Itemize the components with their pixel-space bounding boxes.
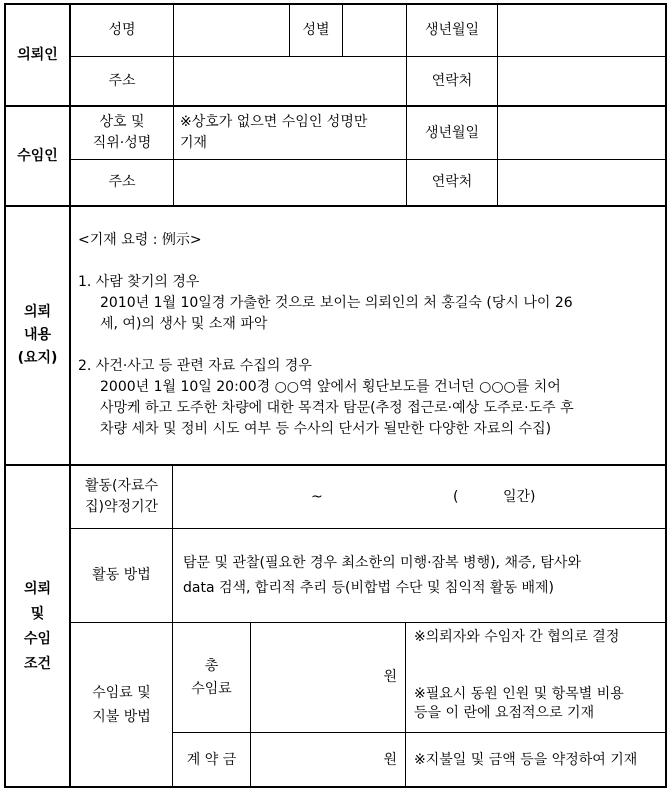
agent-trade-label bbox=[71, 107, 173, 159]
method-label: 활동 방법 bbox=[92, 567, 151, 583]
request-item1-title: 1. 사람 찾기의 경우 bbox=[78, 274, 200, 290]
request-item2-line3: 차량 세차 및 정비 시도 여부 등 수사의 단서가 될만한 다양한 자료의 수집) bbox=[100, 421, 552, 437]
total-fee-unit: 원 bbox=[383, 669, 397, 685]
client-address-label: 주소 bbox=[108, 72, 136, 89]
period-label bbox=[71, 466, 172, 528]
conditions-header-line1: 의뢰 bbox=[23, 580, 52, 597]
method-line2: data 검색, 합리적 추리 등(비합법 수단 및 침익적 활동 배제) bbox=[183, 579, 554, 596]
client-address-field[interactable] bbox=[174, 57, 406, 105]
fee-note-2a: ※필요시 동원 인원 및 항목별 비용 bbox=[414, 686, 624, 702]
method-line1: 탐문 및 관찰(필요한 경우 최소한의 미행·잠복 병행), 채증, 탐사와 bbox=[183, 554, 581, 571]
agent-section-header: 수임인 bbox=[17, 147, 58, 164]
request-item1-line2: 세, 여)의 생사 및 소재 파악 bbox=[100, 316, 268, 332]
agent-trade-field[interactable] bbox=[174, 107, 406, 159]
deposit-label: 계 약 금 bbox=[186, 751, 237, 768]
client-birth-label: 생년월일 bbox=[424, 22, 480, 38]
fee-label-line1: 수임료 및 bbox=[92, 685, 151, 701]
agent-address-field[interactable] bbox=[174, 160, 406, 205]
client-birth-field[interactable] bbox=[498, 5, 665, 56]
request-section-header bbox=[6, 207, 69, 464]
fee-label-line2: 지불 방법 bbox=[92, 709, 151, 725]
agent-trade-label-line2: 직위·성명 bbox=[92, 135, 152, 151]
request-section-header-line1: 의뢰 bbox=[23, 304, 52, 320]
request-section-header-line2: 내용 bbox=[23, 327, 52, 343]
period-tilde: ~ bbox=[311, 488, 323, 505]
client-name-label: 성명 bbox=[108, 22, 136, 38]
request-item2-line1: 2000년 1월 10일 20:00경 ○○역 앞에서 횡단보도를 건너던 ○○○를 치어 bbox=[100, 379, 561, 395]
agent-contact-field[interactable] bbox=[498, 160, 665, 205]
client-gender-field[interactable] bbox=[343, 5, 406, 56]
request-content[interactable] bbox=[78, 230, 662, 440]
agent-birth-field[interactable] bbox=[498, 107, 665, 159]
request-section-header-line3: (요지) bbox=[17, 350, 58, 366]
fee-note-1: ※의뢰자와 수임자 간 협의로 결정 bbox=[414, 629, 620, 645]
deposit-field[interactable] bbox=[251, 733, 405, 787]
deposit-note: ※지불일 및 금액 등을 약정하여 기재 bbox=[414, 751, 638, 768]
total-fee-label-line2: 수임료 bbox=[191, 680, 232, 697]
conditions-header-line2: 및 bbox=[30, 605, 45, 622]
request-item2-title: 2. 사건·사고 등 관련 자료 수집의 경우 bbox=[78, 358, 312, 374]
method-field[interactable] bbox=[173, 529, 665, 622]
client-contact-label: 연락처 bbox=[431, 72, 473, 89]
total-fee-label-line1: 총 bbox=[204, 657, 219, 674]
fee-label bbox=[71, 623, 172, 787]
request-item1-line1: 2010년 1월 10일경 가출한 것으로 보이는 의뢰인의 처 홍길숙 (당시 나이 26 bbox=[100, 295, 573, 311]
request-item2-line2: 사망케 하고 도주한 차량에 대한 목격자 탐문(추정 접근로·예상 도주로·도주 후 bbox=[100, 400, 574, 416]
agent-trade-label-line1: 상호 및 bbox=[99, 114, 145, 130]
agent-contact-label: 연락처 bbox=[431, 174, 473, 190]
total-fee-label bbox=[173, 623, 250, 732]
conditions-header-line4: 조건 bbox=[23, 655, 52, 672]
client-gender-label: 성별 bbox=[302, 22, 330, 38]
period-label-line2: 집)약정기간 bbox=[84, 499, 159, 515]
period-label-line1: 활동(자료수 bbox=[84, 478, 159, 494]
deposit-unit: 원 bbox=[383, 751, 397, 768]
fee-note-2b: 등을 이 란에 요점적으로 기재 bbox=[414, 705, 595, 721]
conditions-header-line3: 수임 bbox=[23, 630, 52, 647]
total-fee-field[interactable] bbox=[251, 623, 405, 732]
agent-address-label: 주소 bbox=[108, 174, 136, 190]
divider-agent-request bbox=[5, 205, 666, 207]
client-section-header: 의뢰인 bbox=[17, 46, 58, 63]
conditions-section-header bbox=[6, 466, 69, 787]
request-guide-title: <기재 요령 : 例示> bbox=[78, 232, 202, 248]
period-field[interactable] bbox=[173, 466, 665, 528]
total-fee-notes bbox=[414, 628, 664, 723]
agent-trade-note-line2: 기재 bbox=[180, 135, 208, 151]
client-name-field[interactable] bbox=[174, 5, 289, 56]
client-contact-field[interactable] bbox=[498, 57, 665, 105]
agent-trade-note-line1: ※상호가 없으면 수임인 성명만 bbox=[180, 114, 368, 130]
agent-birth-label: 생년월일 bbox=[424, 124, 480, 141]
period-days: ( 일간) bbox=[453, 488, 536, 505]
